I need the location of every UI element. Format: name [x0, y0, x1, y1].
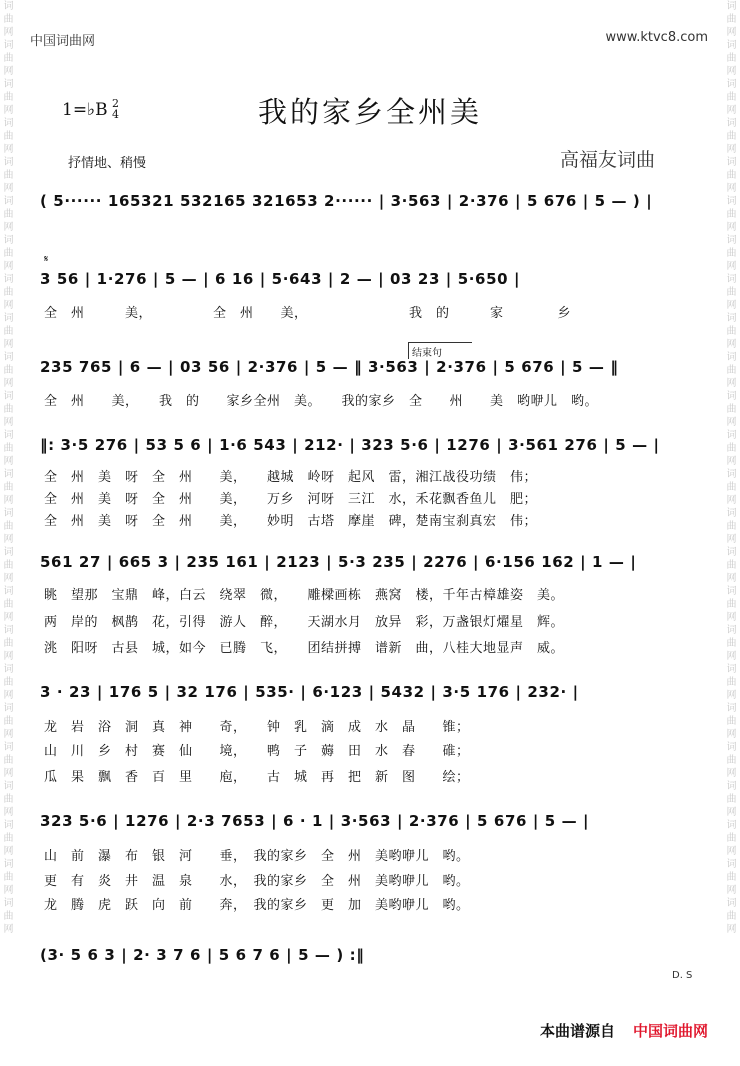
lyric-line: 全 州 美 呀 全 州 美， 妙明 古塔 摩崖 碑，楚南宝刹真宏 伟； — [44, 514, 538, 529]
lyric-line: 全 州 美， 我 的 家乡全州 美。 我的家乡 全 州 美 哟咿儿 哟。 — [44, 394, 599, 409]
key-signature: 1=♭B — [62, 100, 108, 120]
watermark-left: 词曲网词曲网词曲网词曲网词曲网词曲网词曲网词曲网词曲网词曲网词曲网词曲网词曲网词曲网词曲网词曲网词曲网词曲网词曲网词曲网词曲网词曲网词曲网词曲网 — [3, 1, 14, 935]
score-row: ‖: 3·5 276 | 53 5 6 | 1·6 543 | 212· | 323 5·6 | 1276 | 3·561 276 | 5 — | — [40, 436, 660, 454]
score-row: 235 765 | 6 — | 03 56 | 2·376 | 5 — ‖ 3·563 | 2·376 | 5 676 | 5 — ‖ — [40, 358, 619, 376]
score-row: 3 56 | 1·276 | 5 — | 6 16 | 5·643 | 2 — | 03 23 | 5·650 | — [40, 270, 521, 288]
song-title: 我的家乡全州美 — [257, 95, 482, 129]
song-author: 高福友词曲 — [560, 149, 656, 171]
lyric-line: 两 岸的 枫鹊 花，引得 游人 醉， 天湖水月 放异 彩，万盏银灯燿星 辉。 — [44, 615, 565, 630]
lyric-line: 全 州 美， 全 州 美， 我 的 家 乡 — [44, 306, 572, 321]
time-signature: 2 4 — [112, 97, 119, 121]
watermark-right: 词曲网词曲网词曲网词曲网词曲网词曲网词曲网词曲网词曲网词曲网词曲网词曲网词曲网词曲网词曲网词曲网词曲网词曲网词曲网词曲网词曲网词曲网词曲网词曲网 — [726, 1, 737, 935]
score-row: 3 · 23 | 176 5 | 32 176 | 535· | 6·123 | 5432 | 3·5 176 | 232· | — [40, 683, 579, 701]
source-site-link[interactable]: 中国词曲网 — [632, 1022, 708, 1040]
lyric-line: 眺 望那 宝鼎 峰，白云 绕翠 微， 雕樑画栋 燕窝 楼，千年古樟雄姿 美。 — [44, 588, 565, 603]
site-name: 中国词曲网 — [30, 34, 96, 49]
lyric-line: 洮 阳呀 古县 城，如今 已腾 飞， 团结拼搏 谱新 曲，八桂大地显声 威。 — [44, 641, 565, 656]
score-row: 323 5·6 | 1276 | 2·3 7653 | 6 · 1 | 3·563 | 2·376 | 5 676 | 5 — | — [40, 812, 590, 830]
lyric-line: 山 川 乡 村 赛 仙 境， 鸭 子 薅 田 水 春 碓； — [44, 744, 470, 759]
score-row: 561 27 | 665 3 | 235 161 | 2123 | 5·3 235 | 2276 | 6·156 162 | 1 — | — [40, 553, 637, 571]
score-row: (3· 5 6 3 | 2· 3 7 6 | 5 6 7 6 | 5 — ) :‖ — [40, 946, 365, 964]
lyric-line: 龙 腾 虎 跃 向 前 奔， 我的家乡 更 加 美哟咿儿 哟。 — [44, 898, 470, 913]
segno-mark: 𝄋 — [44, 254, 49, 265]
lyric-line: 全 州 美 呀 全 州 美， 越城 岭呀 起风 雷，湘江战役功绩 伟； — [44, 470, 538, 485]
tempo-marking: 抒情地、稍慢 — [68, 156, 147, 171]
source-label: 本曲谱源自 — [539, 1022, 615, 1040]
site-url: www.ktvc8.com — [605, 30, 708, 45]
score-row: ( 5······ 165321 532165 321653 2······ | 3·563 | 2·376 | 5 676 | 5 — ) | — [40, 192, 653, 210]
lyric-line: 龙 岩 浴 洞 真 神 奇， 钟 乳 滴 成 水 晶 锥； — [44, 720, 470, 735]
lyric-line: 更 有 炎 井 温 泉 水， 我的家乡 全 州 美哟咿儿 哟。 — [44, 874, 470, 889]
dal-segno-mark: D. S — [672, 970, 693, 981]
lyric-line: 瓜 果 飘 香 百 里 庖， 古 城 再 把 新 图 绘； — [44, 770, 470, 785]
source-credit — [540, 1020, 708, 1041]
lyric-line: 山 前 瀑 布 银 河 垂， 我的家乡 全 州 美哟咿儿 哟。 — [44, 849, 470, 864]
volta-bracket: 结束句 — [408, 342, 472, 359]
lyric-line: 全 州 美 呀 全 州 美， 万乡 河呀 三江 水，禾花飘香鱼儿 肥； — [44, 492, 538, 507]
